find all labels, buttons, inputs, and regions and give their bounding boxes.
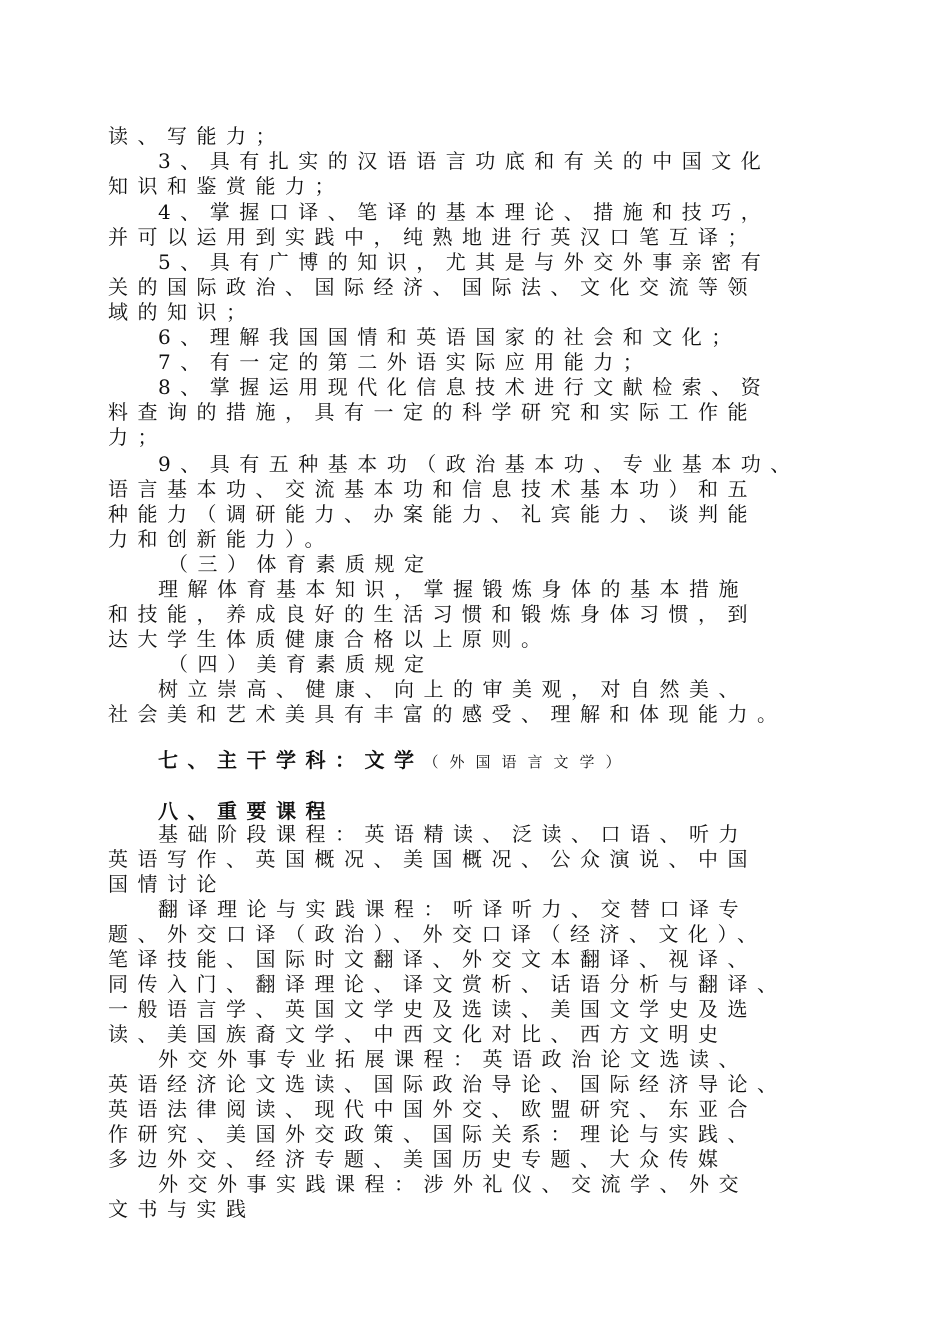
text-line: 英语经济论文选读、国际政治导论、国际经济导论、 bbox=[108, 1072, 787, 1096]
text-line: 笔译技能、国际时文翻译、外交文本翻译、视译、 bbox=[108, 947, 757, 971]
text-line: 一般语言学、英国文学史及选读、美国文学史及选 bbox=[108, 997, 757, 1021]
text-line: 国情讨论 bbox=[108, 872, 226, 896]
text-line: 树立崇高、健康、向上的审美观，对自然美、 bbox=[158, 677, 748, 701]
text-line: 力和创新能力）。 bbox=[108, 527, 334, 551]
text-line: 知识和鉴赏能力； bbox=[108, 174, 344, 198]
text-line: 语言基本功、交流基本功和信息技术基本功）和五 bbox=[108, 477, 757, 501]
text-line: 9、具有五种基本功（政治基本功、专业基本功、 bbox=[158, 452, 800, 476]
subsection-heading: （四）美育素质规定 bbox=[168, 652, 434, 676]
text-line: 理解体育基本知识，掌握锻炼身体的基本措施 bbox=[158, 577, 748, 601]
text-line: 域的知识； bbox=[108, 300, 256, 324]
text-line: 社会美和艺术美具有丰富的感受、理解和体现能力。 bbox=[108, 702, 787, 726]
subsection-heading: （三）体育素质规定 bbox=[168, 552, 434, 576]
text-line: 3、具有扎实的汉语语言功底和有关的中国文化 bbox=[158, 149, 771, 173]
text-line: 翻译理论与实践课程：听译听力、交替口译专 bbox=[158, 897, 748, 921]
text-line: 英语写作、英国概况、美国概况、公众演说、中国 bbox=[108, 847, 757, 871]
text-line: 作研究、美国外交政策、国际关系：理论与实践、 bbox=[108, 1122, 757, 1146]
text-line: 8、掌握运用现代化信息技术进行文献检索、资 bbox=[158, 375, 771, 399]
text-line: 基础阶段课程：英语精读、泛读、口语、听力 bbox=[158, 822, 748, 846]
text-line: 并可以运用到实践中，纯熟地进行英汉口笔互译； bbox=[108, 225, 757, 249]
text-line: 外交外事实践课程：涉外礼仪、交流学、外交 bbox=[158, 1172, 748, 1196]
text-line: 外交外事专业拓展课程：英语政治论文选读、 bbox=[158, 1047, 748, 1071]
text-line: 读、美国族裔文学、中西文化对比、西方文明史 bbox=[108, 1022, 728, 1046]
text-line: 读、写能力； bbox=[108, 124, 285, 148]
text-line: 达大学生体质健康合格以上原则。 bbox=[108, 627, 551, 651]
text-line: 同传入门、翻译理论、译文赏析、话语分析与翻译、 bbox=[108, 972, 787, 996]
text-line: 力； bbox=[108, 425, 167, 449]
text-line: 英语法律阅读、现代中国外交、欧盟研究、东亚合 bbox=[108, 1097, 757, 1121]
text-line: 5、具有广博的知识，尤其是与外交外事亲密有 bbox=[158, 250, 771, 274]
text-line: 文书与实践 bbox=[108, 1197, 256, 1221]
text-line: 种能力（调研能力、办案能力、礼宾能力、谈判能 bbox=[108, 502, 757, 526]
text-line: 关的国际政治、国际经济、国际法、文化交流等领 bbox=[108, 275, 757, 299]
text-line: 题、外交口译（政治）、外交口译（经济、文化）、 bbox=[108, 922, 767, 946]
text-line: 和技能，养成良好的生活习惯和锻炼身体习惯，到 bbox=[108, 602, 757, 626]
section-7-title: 七、主干学科：文学 bbox=[158, 748, 424, 772]
text-line: 6、理解我国国情和英语国家的社会和文化； bbox=[158, 325, 741, 349]
section-8-heading: 八、重要课程 bbox=[158, 799, 335, 823]
text-line: 7、有一定的第二外语实际应用能力； bbox=[158, 350, 653, 374]
section-7-heading bbox=[158, 748, 868, 773]
text-line: 料查询的措施，具有一定的科学研究和实际工作能 bbox=[108, 400, 757, 424]
section-7-note: （外国语言文学） bbox=[423, 753, 632, 771]
text-line: 4、掌握口译、笔译的基本理论、措施和技巧， bbox=[158, 200, 771, 224]
text-line: 多边外交、经济专题、美国历史专题、大众传媒 bbox=[108, 1147, 728, 1171]
